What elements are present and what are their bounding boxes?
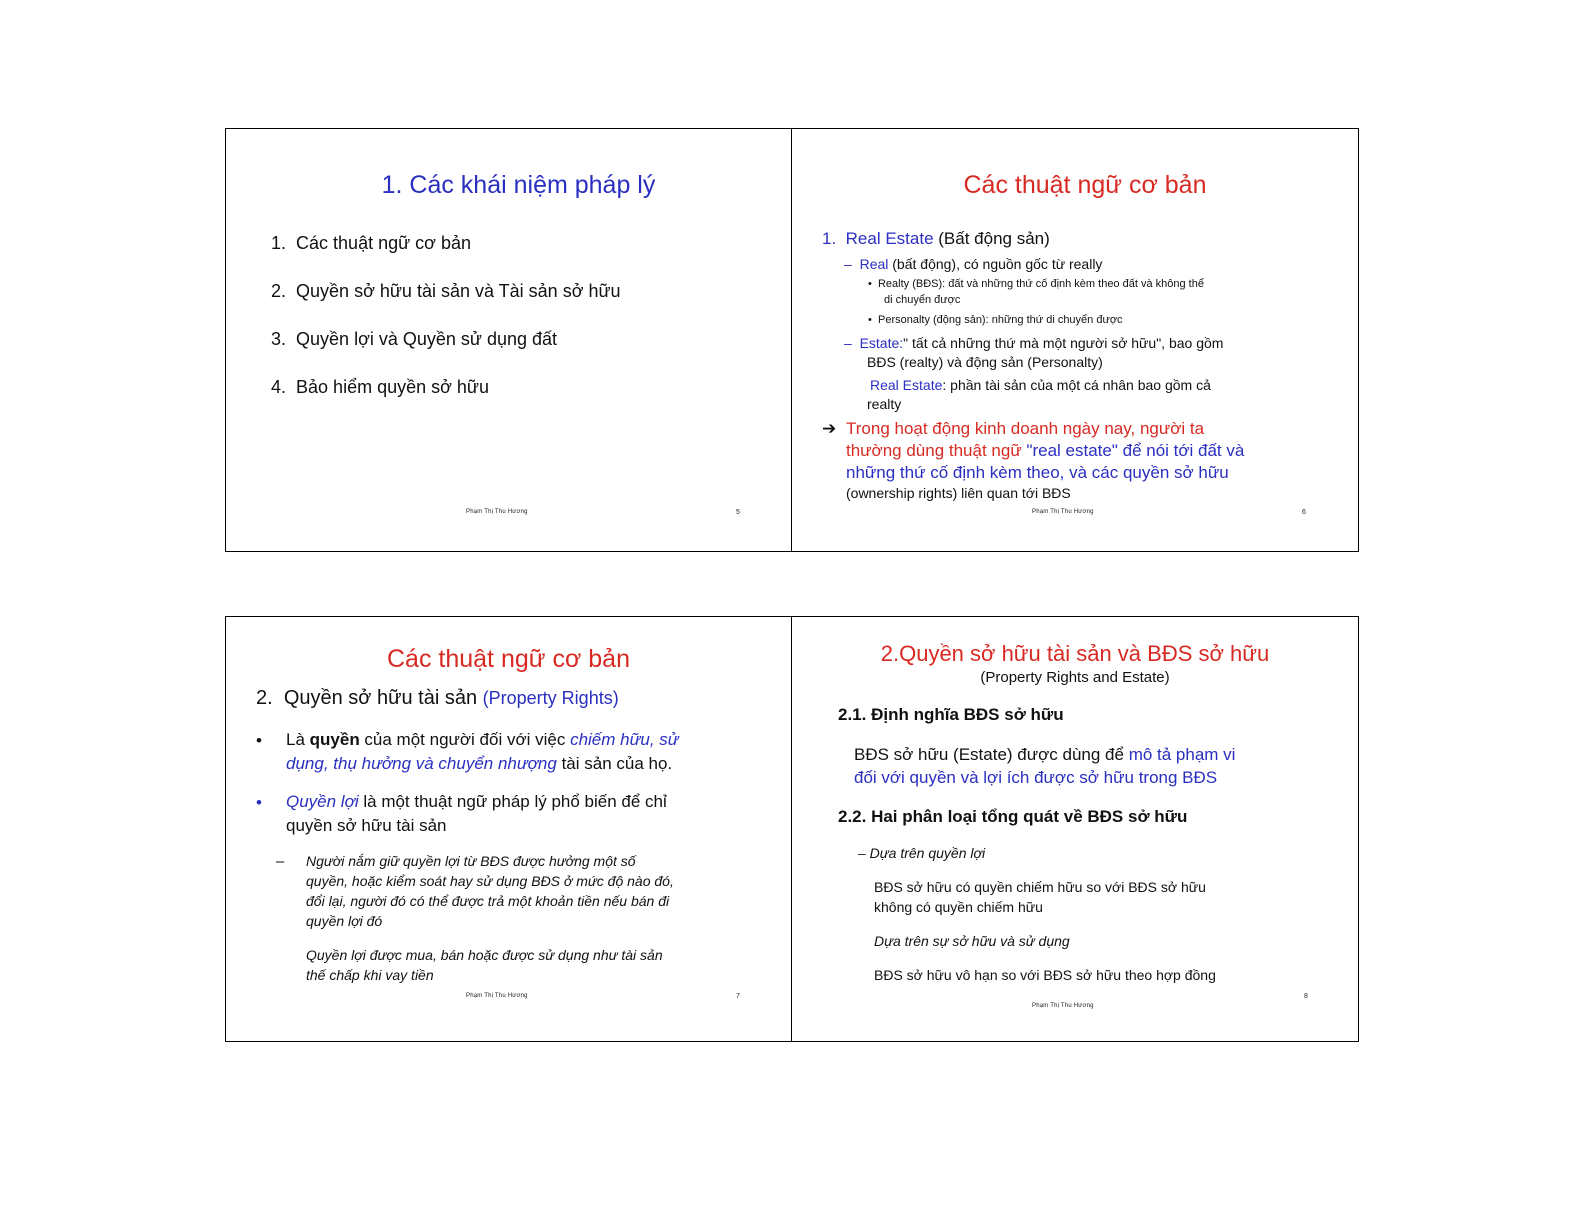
- category-text: BĐS sở hữu vô hạn so với BĐS sở hữu theo hợp đồng: [874, 967, 1216, 983]
- item-number: 4.: [271, 377, 287, 397]
- list-item: [271, 377, 489, 398]
- item-text: Bảo hiểm quyền sở hữu: [296, 377, 489, 397]
- page-number: 7: [736, 993, 740, 1000]
- dash: –: [844, 335, 852, 351]
- term: Estate:: [859, 335, 904, 351]
- text: Personalty (động sản): những thứ di chuyển được: [877, 314, 1123, 326]
- heading-paren: (Property Rights): [482, 688, 619, 708]
- text: Là: [286, 730, 310, 749]
- sub-text: quyền lợi đó: [306, 913, 383, 929]
- item-number: 1.: [271, 233, 287, 253]
- bullet-text: [286, 730, 679, 750]
- text: BĐS sở hữu (Estate) được dùng để: [854, 745, 1129, 764]
- conclusion-arrow-icon: ➔: [822, 419, 837, 438]
- sub-text: Quyền lợi được mua, bán hoặc được sử dụng như tài sản: [306, 947, 663, 963]
- text: của một người đối với việc: [359, 730, 571, 749]
- slide-7: [225, 616, 792, 1042]
- text: quyền: [309, 730, 360, 749]
- heading-text: Quyền sở hữu tài sản: [283, 687, 478, 709]
- category-text: BĐS sở hữu có quyền chiếm hữu so với BĐS sở hữu: [874, 879, 1206, 895]
- text: "real estate" để nói tới đất và: [1026, 441, 1245, 460]
- slide-title: 1. Các khái niệm pháp lý: [381, 171, 656, 199]
- bullet-text: [286, 792, 667, 812]
- conclusion-line: Trong hoạt động kinh doanh ngày nay, người ta: [846, 419, 1205, 438]
- slide-subtitle: (Property Rights and Estate): [980, 669, 1170, 686]
- text: thường dùng thuật ngữ: [846, 441, 1027, 460]
- text: (bất động), có nguồn gốc từ really: [892, 256, 1103, 272]
- sub-text: đổi lại, người đó có thể được trả một khoản tiền nếu bán đi: [306, 893, 670, 909]
- page-number: 8: [1304, 993, 1308, 1000]
- conclusion-line: những thứ cố định kèm theo, và các quyền sở hữu: [846, 463, 1229, 482]
- slide-footer: Phạm Thị Thu Hương: [1032, 509, 1094, 515]
- slide-title: 2.Quyền sở hữu tài sản và BĐS sở hữu: [880, 641, 1270, 666]
- text: chiếm hữu, sử: [570, 730, 679, 749]
- bullet-realty: [868, 278, 1204, 290]
- item-text: Quyền sở hữu tài sản và Tài sản sở hữu: [296, 281, 621, 301]
- heading-number: 1.: [822, 229, 837, 248]
- heading-property-rights: [256, 687, 619, 710]
- sub-text: quyền, hoặc kiểm soát hay sử dụng BĐS ở mức độ nào đó,: [306, 873, 674, 889]
- section-heading: 2.1. Định nghĩa BĐS sở hữu: [838, 705, 1064, 724]
- category-text: không có quyền chiếm hữu: [874, 899, 1043, 915]
- heading-term: Real Estate: [845, 229, 934, 248]
- slide-title: Các thuật ngữ cơ bản: [963, 171, 1207, 199]
- heading-real-estate: [822, 229, 1050, 249]
- heading-rest: (Bất động sản): [938, 229, 1050, 248]
- bullet: •: [256, 793, 262, 812]
- conclusion-line: [846, 441, 1244, 461]
- item-text: Quyền lợi và Quyền sử dụng đất: [296, 329, 558, 349]
- dash: –: [276, 853, 285, 870]
- slide-footer: Phạm Thị Thu Hương: [466, 993, 528, 999]
- heading-number: 2.: [256, 687, 273, 709]
- text: mô tả phạm vi: [1128, 745, 1236, 764]
- text: Realty (BĐS): đất và những thứ cố định kèm theo đất và không thể: [877, 278, 1204, 290]
- estate-cont: BĐS (realty) và động sản (Personalty): [867, 354, 1103, 370]
- list-item: [271, 233, 471, 254]
- item-text: Các thuật ngữ cơ bản: [296, 233, 471, 253]
- term: Real: [859, 256, 889, 272]
- text: dụng, thụ hưởng và chuyển nhượng: [286, 754, 557, 773]
- text: " tất cả những thứ mà một người sở hữu", bao gồm: [903, 335, 1224, 351]
- list-item: [271, 329, 557, 350]
- real-estate-def: [870, 377, 1211, 393]
- sub-text: thế chấp khi vay tiền: [306, 967, 434, 983]
- text: Quyền lợi: [286, 792, 359, 811]
- slide-footer: Phạm Thị Thu Hương: [466, 509, 528, 515]
- text: : phần tài sản của một cá nhân bao gồm cả: [942, 377, 1211, 393]
- bullet-personalty: [868, 314, 1123, 326]
- page-number: 6: [1302, 509, 1306, 516]
- bullet-text: quyền sở hữu tài sản: [286, 816, 447, 835]
- page-number: 5: [736, 509, 740, 516]
- dash: –: [844, 256, 852, 272]
- bullet: •: [868, 278, 872, 290]
- paragraph: [854, 745, 1235, 765]
- category: – Dựa trên quyền lợi: [858, 845, 986, 861]
- bullet-realty-cont: di chuyển được: [884, 294, 961, 306]
- real-estate-cont: realty: [867, 396, 902, 412]
- term: Real Estate: [870, 377, 943, 393]
- slide-title: Các thuật ngữ cơ bản: [387, 645, 630, 673]
- slide-6: [791, 128, 1359, 552]
- sub-item-real: [844, 256, 1102, 272]
- sub-text: Người nắm giữ quyền lợi từ BĐS được hưởng một số: [306, 853, 636, 869]
- slide-5: [225, 128, 792, 552]
- slide-footer: Phạm Thị Thu Hương: [1032, 1003, 1094, 1009]
- text: là một thuật ngữ pháp lý phổ biến để chỉ: [358, 792, 667, 811]
- item-number: 2.: [271, 281, 287, 301]
- paragraph: đối với quyền và lợi ích được sở hữu trong BĐS: [854, 768, 1218, 787]
- category: Dựa trên sự sở hữu và sử dụng: [874, 933, 1070, 949]
- conclusion-line: (ownership rights) liên quan tới BĐS: [846, 485, 1071, 501]
- text: tài sản của họ.: [556, 754, 673, 773]
- section-heading: 2.2. Hai phân loại tổng quát về BĐS sở hữu: [838, 807, 1188, 826]
- bullet: •: [256, 731, 262, 750]
- bullet: •: [868, 314, 872, 326]
- sub-item-estate: [844, 335, 1223, 351]
- item-number: 3.: [271, 329, 287, 349]
- list-item: [271, 281, 621, 302]
- slide-8: [791, 616, 1359, 1042]
- bullet-text: [286, 754, 672, 774]
